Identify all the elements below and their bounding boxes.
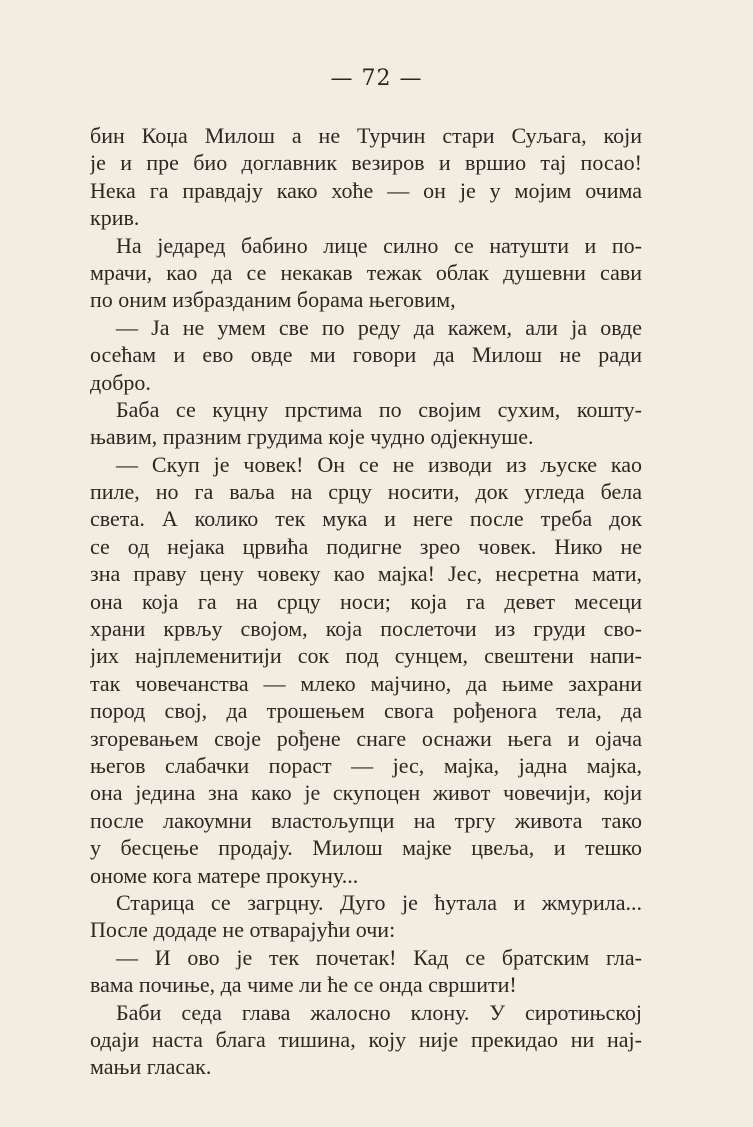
text-line: ономе кога матере прокуну... bbox=[90, 862, 359, 888]
text-line: После додаде не отварајући очи: bbox=[90, 917, 396, 943]
text-line: мањи гласак. bbox=[90, 1054, 212, 1080]
text-line: крив. bbox=[90, 205, 140, 231]
text-line: његов слабачки пораст — јес, мајка, јадна мајка, bbox=[90, 752, 642, 778]
text-line: света. А колико тек мука и неге после треба док bbox=[90, 506, 642, 532]
text-line: Старица се загрцну. Дуго је ћутала и жмурила... bbox=[116, 889, 642, 915]
text-line: добро. bbox=[90, 369, 151, 395]
body-text bbox=[90, 122, 642, 1081]
text-line: мрачи, као да се некакав тежак облак душевни сави bbox=[90, 259, 642, 285]
text-line: пиле, но га ваља на срцу носити, док угледа бела bbox=[90, 479, 642, 505]
text-line: вама почиње, да чиме ли ће се онда свршити! bbox=[90, 972, 517, 998]
text-line: Баби седа глава жалосно клону. У сиротињској bbox=[116, 999, 642, 1025]
text-line: осећам и ево овде ми говори да Милош не ради bbox=[90, 342, 642, 368]
text-line: — Скуп је човек! Он се не изводи из љуске као bbox=[116, 451, 642, 477]
text-line: њавим, празним грудима које чудно одјекнуше. bbox=[90, 424, 534, 450]
text-line: Нека га правдају како хоће — он је у мојим очима bbox=[90, 177, 642, 203]
text-line: се од нејака црвића подигне зрео човек. Нико не bbox=[90, 533, 642, 559]
text-line: згоревањем своје рођене снаге оснажи њега и ојача bbox=[90, 725, 642, 751]
page-number: — 72 — bbox=[330, 66, 423, 91]
text-line: Баба се куцну прстима по својим сухим, кошту- bbox=[116, 396, 642, 422]
text-line: пород свој, да трошењем свога рођенога тела, да bbox=[90, 698, 642, 724]
text-line: так човечанства — млеко мајчино, да њиме захрани bbox=[90, 670, 642, 696]
text-line: она која га на срцу носи; која га девет месеци bbox=[90, 588, 642, 614]
text-line: у бесцење продају. Милош мајке цвеља, и тешко bbox=[90, 835, 642, 861]
text-line: зна праву цену човеку као мајка! Јес, несретна мати, bbox=[90, 561, 642, 587]
text-line: — Ја не умем све по реду да кажем, али ја овде bbox=[116, 314, 642, 340]
text-line: одаји наста блага тишина, коју није прекидао ни нај- bbox=[90, 1026, 642, 1052]
text-line: по оним избразданим борама његовим, bbox=[90, 287, 456, 313]
text-line: бин Коџа Милош а не Турчин стари Суљага, који bbox=[90, 123, 642, 148]
text-line: она једина зна како је скупоцен живот човечији, који bbox=[90, 780, 642, 806]
text-line: је и пре био доглавник везиров и вршио тај посао! bbox=[90, 150, 642, 176]
text-line: храни крвљу својом, која послеточи из груди сво- bbox=[90, 616, 642, 642]
text-line: На једаред бабино лице силно се натушти и по- bbox=[116, 232, 642, 258]
text-line: после лакоумни властољупци на тргу живота тако bbox=[90, 807, 642, 833]
text-line: — И ово је тек почетак! Кад се братским гла- bbox=[116, 944, 642, 970]
text-line: јих најплеменитији сок под сунцем, свештени напи- bbox=[90, 643, 642, 669]
